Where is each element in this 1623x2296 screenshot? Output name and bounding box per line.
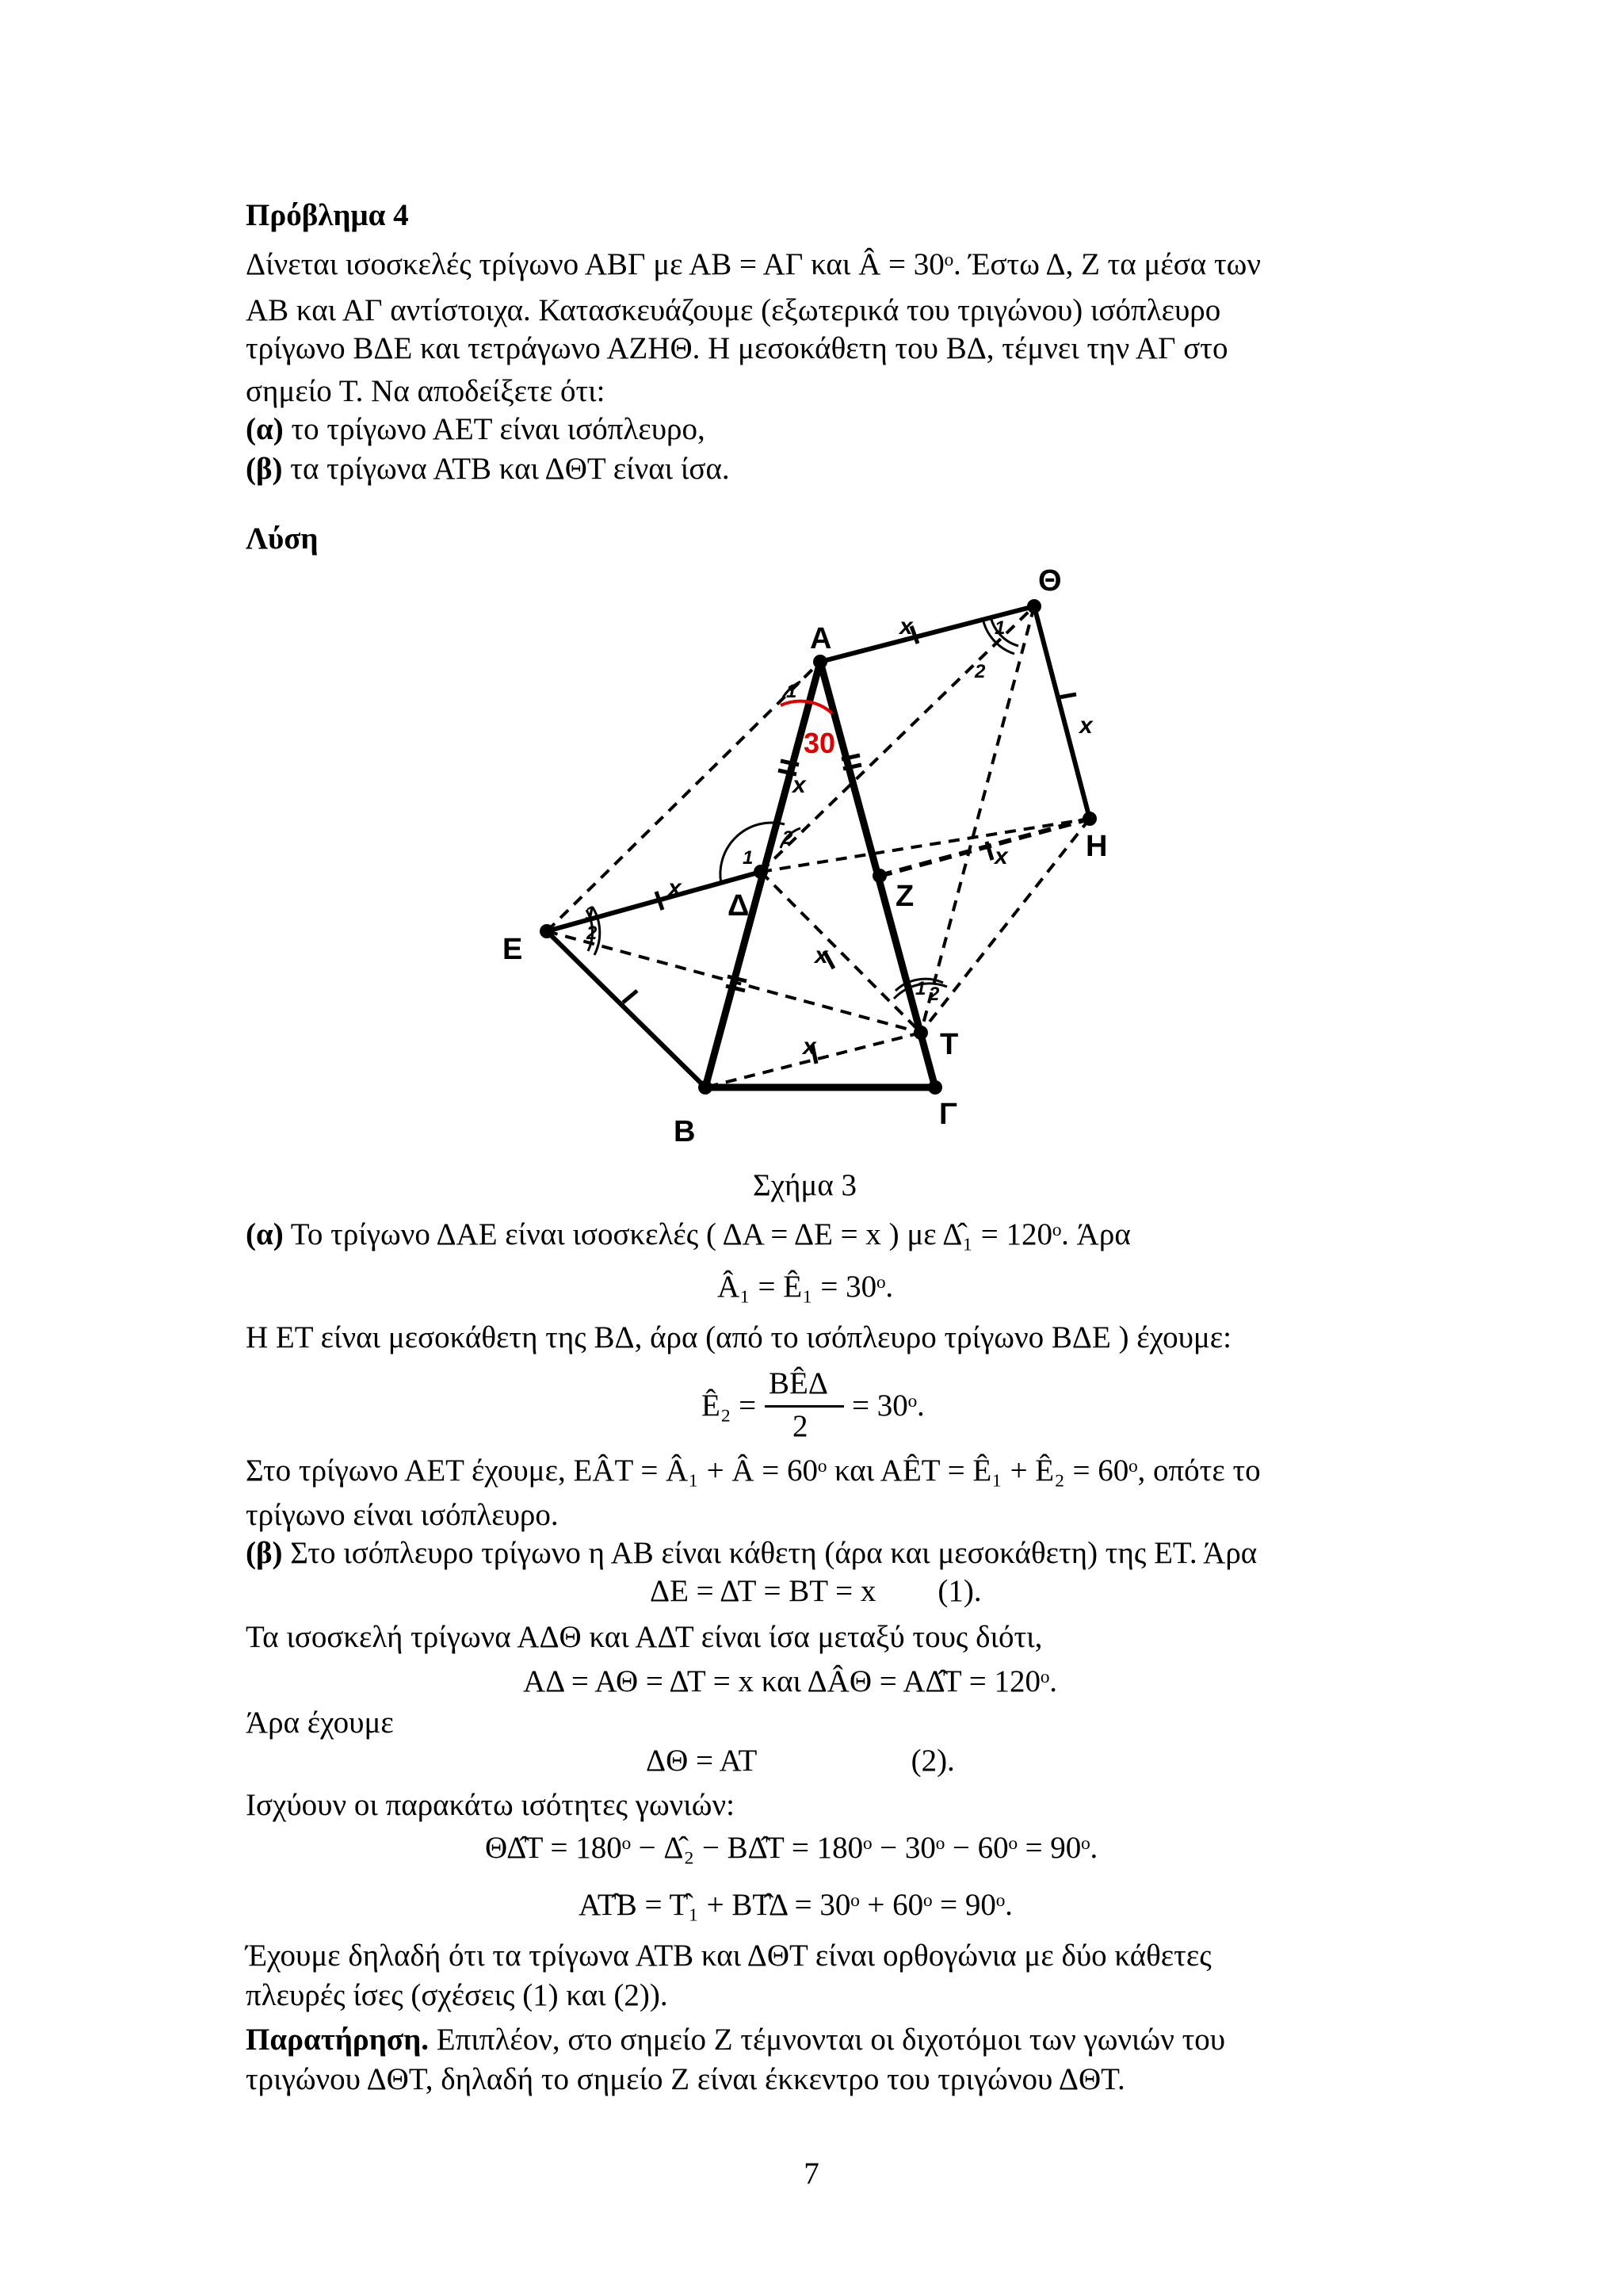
- solution-a-line-1: [246, 1216, 1131, 1254]
- label-E: Ε: [502, 933, 523, 966]
- solution-a-line-3: Στο τρίγωνο ΑΕΤ έχουμε, ΕÂΤ = Â₁ + Â = 60ᵒ και ΑÊΤ = Ê₁ + Ê₂ = 60ᵒ, οπότε το: [246, 1454, 1261, 1488]
- solution-b-eq-5: ΑΤ̂Β = Τ̂₁ + ΒΤ̂Δ = 30ᵒ + 60ᵒ = 90ᵒ.: [579, 1888, 1013, 1922]
- remark-text-1: Επιπλέον, στο σημείο Ζ τέμνονται οι διχοτόμοι των γωνιών του: [429, 2023, 1226, 2057]
- angle-arcs: [586, 617, 1018, 999]
- label-G: Γ: [939, 1098, 957, 1131]
- label-angle-30: 30: [804, 727, 836, 759]
- problem-part-a-text: το τρίγωνο ΑΕΤ είναι ισόπλευρο,: [283, 412, 705, 446]
- label-B: Β: [674, 1115, 696, 1148]
- label-angle-A1: 1: [786, 681, 797, 702]
- solution-a-eq-2-lhs: Ê₂ =: [701, 1389, 757, 1423]
- label-x-2: x: [899, 613, 913, 640]
- solution-b-line-4: Ισχύουν οι παρακάτω ισότητες γωνιών:: [246, 1788, 735, 1822]
- solution-b-line-2: Τα ισοσκελή τρίγωνα ΑΔΘ και ΑΔΤ είναι ίσα μεταξύ τους διότι,: [246, 1620, 1043, 1654]
- problem-line-2: ΑΒ και ΑΓ αντίστοιχα. Κατασκευάζουμε (εξωτερικά του τριγώνου) ισόπλευρο: [246, 293, 1221, 327]
- label-angle-D1: 1: [743, 847, 754, 869]
- label-x-6: x: [815, 942, 828, 968]
- label-x-3: x: [1079, 712, 1093, 739]
- label-x-5: x: [792, 772, 806, 798]
- solution-b-eq-1: ΔΕ = ΔΤ = ΒΤ = x (1).: [650, 1574, 982, 1608]
- label-A: Α: [810, 622, 832, 655]
- label-angle-D2: 2: [782, 827, 793, 849]
- label-angle-T1: 1: [915, 978, 926, 999]
- solution-b-eq-2: ΑΔ = ΑΘ = ΔΤ = x και ΔÂΘ = ΑΔ̂Τ = 120ᵒ.: [523, 1664, 1058, 1698]
- solution-a-text-1: Το τρίγωνο ΔΑΕ είναι ισοσκελές ( ΔΑ = ΔΕ = x ) με Δ̂₁ = 120ᵒ. Άρα: [283, 1217, 1131, 1251]
- label-D: Δ: [727, 889, 750, 923]
- solution-title: Λύση: [246, 521, 319, 556]
- label-angle-Th1: 1: [995, 617, 1006, 639]
- solution-b-line-3: Άρα έχουμε: [246, 1706, 394, 1740]
- label-angle-Th2: 2: [975, 661, 986, 682]
- solution-b-eq-3: ΔΘ = ΑΤ (2).: [646, 1744, 955, 1778]
- solution-a-line-4: τρίγωνο είναι ισόπλευρο.: [246, 1498, 559, 1532]
- remark-line-1: [246, 2021, 1225, 2059]
- problem-part-b-label: (β): [246, 452, 283, 486]
- solid-edges: [547, 606, 1090, 1087]
- remark-line-2: τριγώνου ΔΘΤ, δηλαδή το σημείο Ζ είναι έκκεντρο του τριγώνου ΔΘΤ.: [246, 2062, 1125, 2096]
- label-x-7: x: [803, 1033, 816, 1060]
- solution-b-line-6: πλευρές ίσες (σχέσεις (1) και (2)).: [246, 1978, 668, 2012]
- problem-part-b-text: τα τρίγωνα ΑΤΒ και ΔΘΤ είναι ίσα.: [282, 452, 730, 486]
- label-H: Η: [1086, 830, 1108, 863]
- label-angle-E2: 2: [586, 923, 598, 944]
- solution-a-eq-2-numerator: ΒÊΔ: [769, 1366, 828, 1400]
- solution-a-eq-2-rhs: = 30ᵒ.: [852, 1389, 925, 1423]
- label-x-4: x: [995, 843, 1008, 869]
- figure-caption: Σχήμα 3: [753, 1168, 857, 1202]
- solution-a-eq-1: Â₁ = Ê₁ = 30ᵒ.: [717, 1270, 894, 1304]
- solution-b-label: (β): [246, 1536, 283, 1570]
- problem-line-3: τρίγωνο ΒΔΕ και τετράγωνο ΑΖΗΘ. Η μεσοκάθετη του ΒΔ, τέμνει την ΑΓ στο: [246, 331, 1228, 365]
- solution-b-line-5: Έχουμε δηλαδή ότι τα τρίγωνα ΑΤΒ και ΔΘΤ είναι ορθογώνια με δύο κάθετες: [246, 1939, 1212, 1973]
- problem-line-4: σημείο Τ. Να αποδείξετε ότι:: [246, 374, 605, 408]
- tick-marks: [623, 626, 1076, 1064]
- solution-b-text-1: Στο ισόπλευρο τρίγωνο η ΑΒ είναι κάθετη (άρα και μεσοκάθετη) της ΕΤ. Άρα: [282, 1536, 1258, 1570]
- problem-part-a-label: (α): [246, 412, 284, 446]
- solution-a-line-2: Η ΕΤ είναι μεσοκάθετη της ΒΔ, άρα (από το ισόπλευρο τρίγωνο ΒΔΕ ) έχουμε:: [246, 1320, 1232, 1354]
- solution-b-eq-4: ΘΔ̂Τ = 180ᵒ − Δ̂₂ − ΒΔ̂Τ = 180ᵒ − 30ᵒ − 60ᵒ = 90ᵒ.: [485, 1831, 1098, 1865]
- label-T: Τ: [940, 1028, 959, 1061]
- page-number: 7: [804, 2157, 819, 2191]
- label-Z: Ζ: [896, 880, 915, 913]
- label-angle-T2: 2: [929, 984, 940, 1005]
- remark-label: Παρατήρηση.: [246, 2023, 429, 2057]
- problem-line-1: Δίνεται ισοσκελές τρίγωνο ΑΒΓ με ΑΒ = ΑΓ και Â = 30ᵒ. Έστω Δ, Ζ τα μέσα των: [246, 247, 1261, 281]
- label-angle-E1: 1: [585, 903, 596, 924]
- label-Th: Θ: [1038, 564, 1062, 598]
- solution-a-label: (α): [246, 1217, 284, 1251]
- solution-a-eq-2-denominator: 2: [792, 1409, 808, 1443]
- problem-title: Πρόβλημα 4: [246, 198, 409, 232]
- label-x-1: x: [668, 875, 682, 901]
- solution-b-line-1: [246, 1534, 1257, 1572]
